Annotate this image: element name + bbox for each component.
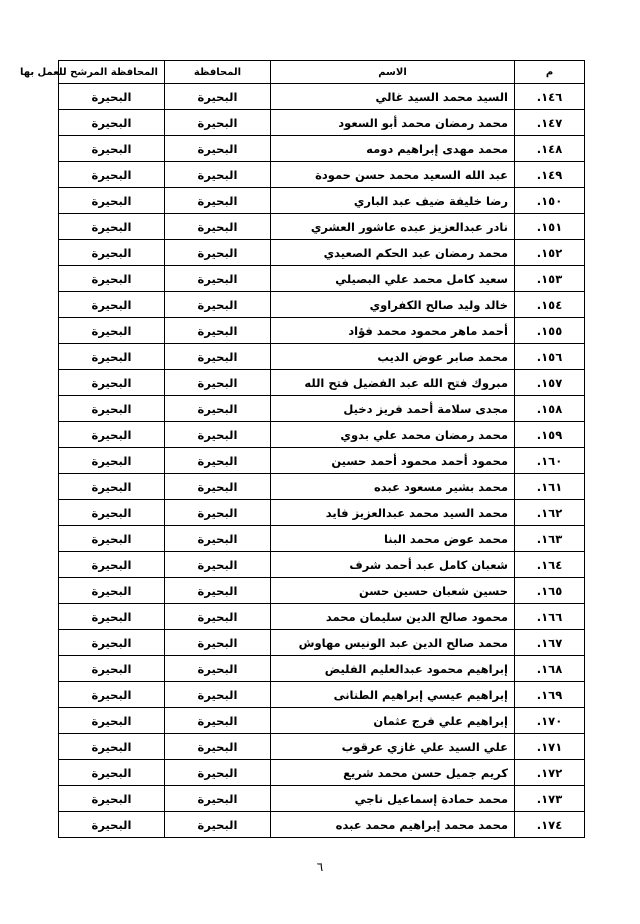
row-name: محمد رمضان عبد الحكم الصعيدي — [271, 240, 515, 266]
row-target-governorate: البحيرة — [59, 422, 165, 448]
row-target-governorate: البحيرة — [59, 604, 165, 630]
row-name: رضا خليفة ضيف عبد الباري — [271, 188, 515, 214]
table-row — [59, 344, 585, 370]
row-target-governorate: البحيرة — [59, 162, 165, 188]
row-name: كريم جميل حسن محمد شريع — [271, 760, 515, 786]
row-target-governorate: البحيرة — [59, 318, 165, 344]
table-row — [59, 318, 585, 344]
row-number: ١٦٩. — [515, 682, 585, 708]
row-target-governorate: البحيرة — [59, 266, 165, 292]
table-row — [59, 474, 585, 500]
row-target-governorate: البحيرة — [59, 526, 165, 552]
row-target-governorate: البحيرة — [59, 240, 165, 266]
row-name: مبروك فتح الله عبد الفضيل فتح الله — [271, 370, 515, 396]
table-row — [59, 630, 585, 656]
row-governorate: البحيرة — [165, 552, 271, 578]
row-target-governorate: البحيرة — [59, 682, 165, 708]
table-row — [59, 656, 585, 682]
row-name: السيد محمد السيد غالي — [271, 84, 515, 110]
row-number: ١٤٨. — [515, 136, 585, 162]
row-governorate: البحيرة — [165, 136, 271, 162]
row-name: خالد وليد صالح الكفراوي — [271, 292, 515, 318]
row-number: ١٧٠. — [515, 708, 585, 734]
row-governorate: البحيرة — [165, 370, 271, 396]
row-target-governorate: البحيرة — [59, 734, 165, 760]
row-number: ١٥٤. — [515, 292, 585, 318]
row-governorate: البحيرة — [165, 422, 271, 448]
row-governorate: البحيرة — [165, 188, 271, 214]
row-number: ١٦٨. — [515, 656, 585, 682]
row-governorate: البحيرة — [165, 240, 271, 266]
table-row — [59, 552, 585, 578]
table-row — [59, 760, 585, 786]
table-row — [59, 500, 585, 526]
row-name: إبراهيم محمود عبدالعليم الفليض — [271, 656, 515, 682]
row-governorate: البحيرة — [165, 396, 271, 422]
row-governorate: البحيرة — [165, 734, 271, 760]
row-number: ١٤٦. — [515, 84, 585, 110]
row-governorate: البحيرة — [165, 266, 271, 292]
row-target-governorate: البحيرة — [59, 578, 165, 604]
table-row — [59, 292, 585, 318]
row-number: ١٥١. — [515, 214, 585, 240]
table-row — [59, 812, 585, 838]
row-name: محمد مهدى إبراهيم دومه — [271, 136, 515, 162]
row-governorate: البحيرة — [165, 526, 271, 552]
row-target-governorate: البحيرة — [59, 110, 165, 136]
table-row — [59, 162, 585, 188]
row-governorate: البحيرة — [165, 630, 271, 656]
row-name: محمد بشير مسعود عبده — [271, 474, 515, 500]
table-row — [59, 214, 585, 240]
row-name: محمد عوض محمد البنا — [271, 526, 515, 552]
row-target-governorate: البحيرة — [59, 500, 165, 526]
row-target-governorate: البحيرة — [59, 812, 165, 838]
row-name: محمد رمضان محمد علي بدوي — [271, 422, 515, 448]
row-governorate: البحيرة — [165, 448, 271, 474]
row-governorate: البحيرة — [165, 110, 271, 136]
table-row — [59, 396, 585, 422]
row-governorate: البحيرة — [165, 474, 271, 500]
table-header — [19, 61, 585, 84]
row-number: ١٦٠. — [515, 448, 585, 474]
table-row — [59, 578, 585, 604]
row-number: ١٥٣. — [515, 266, 585, 292]
header-row — [59, 61, 585, 84]
row-name: حسين شعبان حسين حسن — [271, 578, 515, 604]
row-name: محمد صابر عوض الديب — [271, 344, 515, 370]
row-number: ١٥٩. — [515, 422, 585, 448]
row-governorate: البحيرة — [165, 656, 271, 682]
table-row — [59, 84, 585, 110]
row-number: ١٤٩. — [515, 162, 585, 188]
header-governorate: المحافظة — [165, 61, 271, 84]
row-target-governorate: البحيرة — [59, 188, 165, 214]
row-number: ١٥٥. — [515, 318, 585, 344]
row-number: ١٦٢. — [515, 500, 585, 526]
row-number: ١٧٤. — [515, 812, 585, 838]
row-governorate: البحيرة — [165, 604, 271, 630]
row-governorate: البحيرة — [165, 812, 271, 838]
row-governorate: البحيرة — [165, 214, 271, 240]
row-target-governorate: البحيرة — [59, 656, 165, 682]
table-row — [59, 422, 585, 448]
row-name: محمود أحمد محمود أحمد حسين — [271, 448, 515, 474]
row-name: عبد الله السعيد محمد حسن حمودة — [271, 162, 515, 188]
row-number: ١٧٢. — [515, 760, 585, 786]
row-target-governorate: البحيرة — [59, 708, 165, 734]
row-target-governorate: البحيرة — [59, 448, 165, 474]
row-name: أحمد ماهر محمود محمد فؤاد — [271, 318, 515, 344]
row-target-governorate: البحيرة — [59, 760, 165, 786]
row-number: ١٧١. — [515, 734, 585, 760]
row-number: ١٦٤. — [515, 552, 585, 578]
table-body — [59, 84, 585, 838]
table-row — [59, 708, 585, 734]
row-number: ١٦٧. — [515, 630, 585, 656]
row-target-governorate: البحيرة — [59, 396, 165, 422]
row-target-governorate: البحيرة — [59, 370, 165, 396]
row-number: ١٦٦. — [515, 604, 585, 630]
row-governorate: البحيرة — [165, 682, 271, 708]
row-name: إبراهيم عيسي إبراهيم الطنانى — [271, 682, 515, 708]
row-target-governorate: البحيرة — [59, 214, 165, 240]
document-page — [19, 60, 584, 838]
row-number: ١٦١. — [515, 474, 585, 500]
row-governorate: البحيرة — [165, 578, 271, 604]
row-name: محمد محمد إبراهيم محمد عبده — [271, 812, 515, 838]
row-governorate: البحيرة — [165, 162, 271, 188]
row-name: محمد السيد محمد عبدالعزيز فايد — [271, 500, 515, 526]
row-target-governorate: البحيرة — [59, 630, 165, 656]
row-name: نادر عبدالعزيز عبده عاشور العشري — [271, 214, 515, 240]
table-row — [59, 188, 585, 214]
row-governorate: البحيرة — [165, 786, 271, 812]
row-name: إبراهيم علي فرج عثمان — [271, 708, 515, 734]
row-governorate: البحيرة — [165, 500, 271, 526]
table-row — [59, 240, 585, 266]
table-row — [59, 370, 585, 396]
row-name: محمد حمادة إسماعيل ناجي — [271, 786, 515, 812]
table-row — [59, 526, 585, 552]
row-governorate: البحيرة — [165, 318, 271, 344]
table-row — [59, 266, 585, 292]
row-name: مجدى سلامة أحمد فريز دخيل — [271, 396, 515, 422]
row-number: ١٦٥. — [515, 578, 585, 604]
candidates-table — [19, 60, 585, 838]
header-name: الاسم — [271, 61, 515, 84]
row-target-governorate: البحيرة — [59, 344, 165, 370]
row-number: ١٧٣. — [515, 786, 585, 812]
row-name: محمود صالح الدين سليمان محمد — [271, 604, 515, 630]
table-row — [59, 448, 585, 474]
row-target-governorate: البحيرة — [59, 786, 165, 812]
row-governorate: البحيرة — [165, 708, 271, 734]
row-name: محمد صالح الدين عبد الونيس مهاوش — [271, 630, 515, 656]
row-target-governorate: البحيرة — [59, 474, 165, 500]
row-governorate: البحيرة — [165, 84, 271, 110]
row-target-governorate: البحيرة — [59, 84, 165, 110]
row-name: سعيد كامل محمد علي البصيلي — [271, 266, 515, 292]
row-name: شعبان كامل عبد أحمد شرف — [271, 552, 515, 578]
table-row — [59, 786, 585, 812]
header-target-governorate: المحافظة المرشح للعمل بها — [59, 61, 165, 84]
row-target-governorate: البحيرة — [59, 136, 165, 162]
row-number: ١٥٠. — [515, 188, 585, 214]
table-row — [59, 110, 585, 136]
row-number: ١٤٧. — [515, 110, 585, 136]
row-target-governorate: البحيرة — [59, 292, 165, 318]
row-target-governorate: البحيرة — [59, 552, 165, 578]
table-row — [59, 682, 585, 708]
row-number: ١٥٨. — [515, 396, 585, 422]
row-name: محمد رمضان محمد أبو السعود — [271, 110, 515, 136]
row-number: ١٥٦. — [515, 344, 585, 370]
row-governorate: البحيرة — [165, 292, 271, 318]
row-name: علي السيد علي غازي عرقوب — [271, 734, 515, 760]
row-governorate: البحيرة — [165, 344, 271, 370]
header-number: م — [515, 61, 585, 84]
page-number: ٦ — [316, 860, 324, 874]
table-row — [59, 604, 585, 630]
row-number: ١٦٣. — [515, 526, 585, 552]
row-number: ١٥٢. — [515, 240, 585, 266]
row-governorate: البحيرة — [165, 760, 271, 786]
table-row — [59, 734, 585, 760]
table-row — [59, 136, 585, 162]
row-number: ١٥٧. — [515, 370, 585, 396]
